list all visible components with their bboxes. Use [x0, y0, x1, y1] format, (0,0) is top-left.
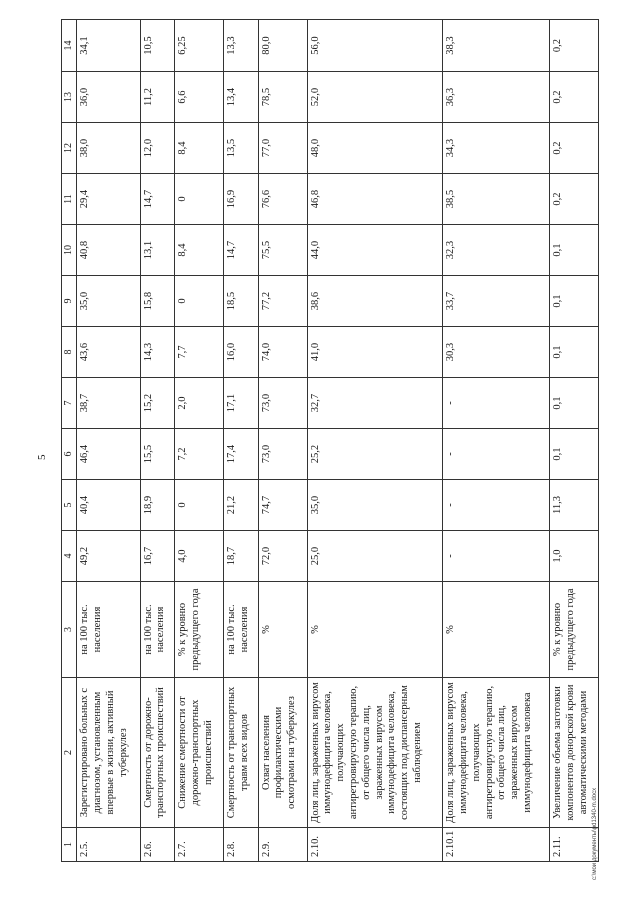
value-cell: 32,3	[443, 225, 550, 276]
value-cell: 38,3	[443, 20, 550, 72]
unit-cell: на 100 тыс. населения	[140, 582, 175, 678]
value-cell: 10,5	[140, 20, 175, 72]
value-cell: 7,7	[175, 327, 224, 378]
column-header: 1	[62, 828, 77, 862]
value-cell: 0,1	[549, 276, 598, 327]
value-cell: 78,5	[258, 72, 307, 123]
value-cell: 75,5	[258, 225, 307, 276]
value-cell: 2,0	[175, 378, 224, 429]
unit-cell: %	[307, 582, 443, 678]
value-cell: 32,7	[307, 378, 443, 429]
header-row	[62, 20, 77, 862]
value-cell: 15,8	[140, 276, 175, 327]
table-row	[307, 20, 443, 862]
column-header: 14	[62, 20, 77, 72]
value-cell: 77,2	[258, 276, 307, 327]
value-cell: -	[443, 531, 550, 582]
column-header: 3	[62, 582, 77, 678]
value-cell: 6,6	[175, 72, 224, 123]
value-cell: 25,2	[307, 429, 443, 480]
indicator-name: Смертность от транспортных травм всех видов	[224, 678, 259, 828]
value-cell: 16,9	[224, 174, 259, 225]
table-row	[224, 20, 259, 862]
row-number: 2.5.	[77, 828, 140, 862]
column-header: 6	[62, 429, 77, 480]
value-cell: 0,1	[549, 225, 598, 276]
value-cell: 15,2	[140, 378, 175, 429]
value-cell: 1,0	[549, 531, 598, 582]
row-number: 2.10.1	[443, 828, 550, 862]
value-cell: 0,2	[549, 72, 598, 123]
value-cell: 33,7	[443, 276, 550, 327]
value-cell: 16,7	[140, 531, 175, 582]
unit-cell: %	[258, 582, 307, 678]
value-cell: 17,4	[224, 429, 259, 480]
value-cell: 72,0	[258, 531, 307, 582]
value-cell: 34,1	[77, 20, 140, 72]
column-header: 12	[62, 123, 77, 174]
value-cell: 41,0	[307, 327, 443, 378]
value-cell: 16,0	[224, 327, 259, 378]
value-cell: 46,8	[307, 174, 443, 225]
value-cell: 0,2	[549, 20, 598, 72]
value-cell: 11,2	[140, 72, 175, 123]
value-cell: 46,4	[77, 429, 140, 480]
value-cell: 7,2	[175, 429, 224, 480]
indicator-name: Увеличение объема заготовки компонентов донорской крови автоматическими методами	[549, 678, 598, 828]
value-cell: 0	[175, 276, 224, 327]
value-cell: 36,0	[77, 72, 140, 123]
value-cell: 18,7	[224, 531, 259, 582]
indicator-name: Снижение смертности от дорожно-транспортных происшествий	[175, 678, 224, 828]
value-cell: 35,0	[77, 276, 140, 327]
unit-cell: на 100 тыс. населения	[77, 582, 140, 678]
value-cell: 0,1	[549, 429, 598, 480]
value-cell: 38,7	[77, 378, 140, 429]
value-cell: 73,0	[258, 378, 307, 429]
column-header: 7	[62, 378, 77, 429]
value-cell: 48,0	[307, 123, 443, 174]
column-header: 10	[62, 225, 77, 276]
value-cell: 21,2	[224, 480, 259, 531]
row-number: 2.9.	[258, 828, 307, 862]
row-number: 2.6.	[140, 828, 175, 862]
rotated-table-container	[61, 19, 599, 862]
value-cell: 18,9	[140, 480, 175, 531]
unit-cell: %	[443, 582, 550, 678]
column-header: 11	[62, 174, 77, 225]
value-cell: 15,5	[140, 429, 175, 480]
table-row	[258, 20, 307, 862]
table-row	[443, 20, 550, 862]
value-cell: 6,25	[175, 20, 224, 72]
value-cell: 29,4	[77, 174, 140, 225]
value-cell: 74,0	[258, 327, 307, 378]
value-cell: 0	[175, 480, 224, 531]
value-cell: 0,2	[549, 174, 598, 225]
table-row	[77, 20, 140, 862]
column-header: 5	[62, 480, 77, 531]
value-cell: 14,7	[140, 174, 175, 225]
value-cell: 35,0	[307, 480, 443, 531]
indicator-name: Смертность от дорожно-транспортных происшествий	[140, 678, 175, 828]
value-cell: 18,5	[224, 276, 259, 327]
value-cell: 17,1	[224, 378, 259, 429]
value-cell: 0,2	[549, 123, 598, 174]
page-number: 5	[36, 454, 48, 460]
value-cell: 0	[175, 174, 224, 225]
unit-cell: % к уровню предыдущего года	[175, 582, 224, 678]
value-cell: 38,5	[443, 174, 550, 225]
value-cell: 43,6	[77, 327, 140, 378]
value-cell: 13,4	[224, 72, 259, 123]
value-cell: 49,2	[77, 531, 140, 582]
table-body	[77, 20, 599, 862]
row-number: 2.8.	[224, 828, 259, 862]
value-cell: 73,0	[258, 429, 307, 480]
value-cell: 74,7	[258, 480, 307, 531]
value-cell: 76,6	[258, 174, 307, 225]
unit-cell: % к уровню предыдущего года	[549, 582, 598, 678]
value-cell: 25,0	[307, 531, 443, 582]
value-cell: 4,0	[175, 531, 224, 582]
value-cell: 0,1	[549, 327, 598, 378]
column-header: 4	[62, 531, 77, 582]
indicator-name: Доля лиц, зараженных вирусом иммунодефицита человека, получающих антиретровирусную терапию, от общего числа лиц, зараженных вирусом иммунодефицита человека, состоящих под диспансерным наблюдением	[307, 678, 443, 828]
value-cell: 8,4	[175, 225, 224, 276]
indicator-name: Зарегистрировано больных с диагнозом, установленным впервые в жизни, активный туберкулез	[77, 678, 140, 828]
value-cell: 13,3	[224, 20, 259, 72]
value-cell: 34,3	[443, 123, 550, 174]
value-cell: 77,0	[258, 123, 307, 174]
indicators-table	[61, 19, 599, 862]
indicator-name: Охват населения профилактическими осмотрами на туберкулез	[258, 678, 307, 828]
value-cell: 14,7	[224, 225, 259, 276]
row-number: 2.11.	[549, 828, 598, 862]
value-cell: -	[443, 429, 550, 480]
value-cell: 14,3	[140, 327, 175, 378]
value-cell: 40,8	[77, 225, 140, 276]
value-cell: 40,4	[77, 480, 140, 531]
table-row	[175, 20, 224, 862]
value-cell: 30,3	[443, 327, 550, 378]
indicator-name: Доля лиц, зараженных вирусом иммунодефицита человека, получающих антиретровирусную терапию, от общего числа лиц, зараженных вирусом иммунодефицита человека	[443, 678, 550, 828]
value-cell: 0,1	[549, 378, 598, 429]
value-cell: 11,3	[549, 480, 598, 531]
column-header: 8	[62, 327, 77, 378]
value-cell: 44,0	[307, 225, 443, 276]
row-number: 2.7.	[175, 828, 224, 862]
value-cell: 80,0	[258, 20, 307, 72]
value-cell: 12,0	[140, 123, 175, 174]
value-cell: 52,0	[307, 72, 443, 123]
value-cell: 13,1	[140, 225, 175, 276]
value-cell: 8,4	[175, 123, 224, 174]
column-header: 9	[62, 276, 77, 327]
value-cell: 56,0	[307, 20, 443, 72]
value-cell: -	[443, 480, 550, 531]
value-cell: -	[443, 378, 550, 429]
footer-file-path: c:\мои документы\pd1340-m.docx	[592, 787, 598, 880]
row-number: 2.10.	[307, 828, 443, 862]
table-row	[549, 20, 598, 862]
unit-cell: на 100 тыс. населения	[224, 582, 259, 678]
column-header: 2	[62, 678, 77, 828]
column-header: 13	[62, 72, 77, 123]
value-cell: 38,6	[307, 276, 443, 327]
value-cell: 13,5	[224, 123, 259, 174]
value-cell: 38,0	[77, 123, 140, 174]
table-row	[140, 20, 175, 862]
value-cell: 36,3	[443, 72, 550, 123]
